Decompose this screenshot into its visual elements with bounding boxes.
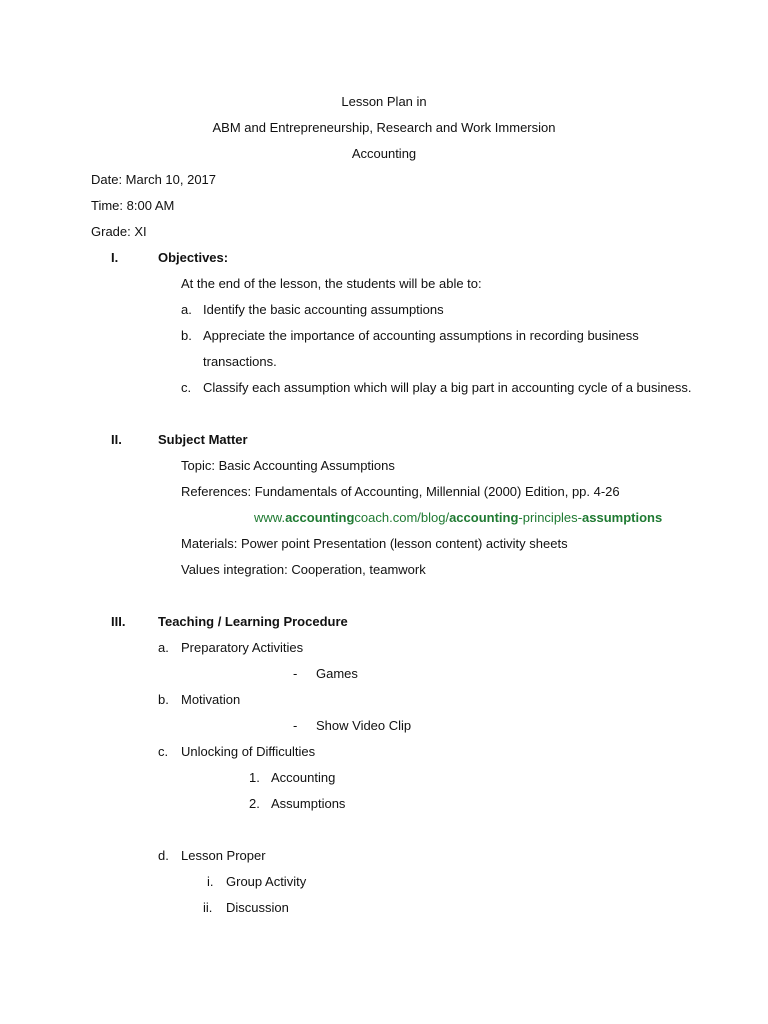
roman-item: Group Activity bbox=[226, 874, 307, 889]
procedure-item-label: Motivation bbox=[181, 692, 241, 707]
values-line: Values integration: Cooperation, teamwork bbox=[181, 562, 426, 577]
numbered-marker: 2. bbox=[249, 796, 260, 811]
reference-url-link[interactable] bbox=[254, 510, 662, 526]
url-part-bold: accounting bbox=[285, 510, 355, 525]
objective-marker: a. bbox=[181, 302, 192, 317]
procedure-marker: b. bbox=[158, 692, 169, 707]
materials-line: Materials: Power point Presentation (lesson content) activity sheets bbox=[181, 536, 568, 551]
section-numeral-objectives: I. bbox=[111, 250, 119, 265]
objective-marker: b. bbox=[181, 328, 192, 343]
roman-item: Discussion bbox=[226, 900, 289, 915]
references-line: References: Fundamentals of Accounting, Millennial (2000) Edition, pp. 4-26 bbox=[181, 484, 620, 499]
procedure-item-label: Preparatory Activities bbox=[181, 640, 304, 655]
procedure-item-label: Lesson Proper bbox=[181, 848, 266, 863]
section-heading-procedure: Teaching / Learning Procedure bbox=[158, 614, 348, 629]
procedure-marker: c. bbox=[158, 744, 169, 759]
doc-title-line3: Accounting bbox=[351, 146, 417, 161]
url-part: coach.com/blog/ bbox=[354, 510, 450, 525]
roman-marker: ii. bbox=[203, 900, 213, 915]
procedure-subitem: Show Video Clip bbox=[316, 718, 412, 733]
section-heading-subject-matter: Subject Matter bbox=[158, 432, 248, 447]
objective-text-continued: transactions. bbox=[203, 354, 277, 369]
objective-text: Classify each assumption which will play a big part in accounting cycle of a business. bbox=[203, 380, 692, 395]
objective-marker: c. bbox=[181, 380, 192, 395]
grade-line: Grade: XI bbox=[91, 224, 147, 239]
doc-title-line2: ABM and Entrepreneurship, Research and Work Immersion bbox=[212, 120, 556, 135]
numbered-item: Assumptions bbox=[271, 796, 346, 811]
section-numeral-procedure: III. bbox=[111, 614, 126, 629]
url-part-bold: accounting bbox=[449, 510, 519, 525]
procedure-subitem: Games bbox=[316, 666, 358, 681]
roman-marker: i. bbox=[207, 874, 214, 889]
url-part: www. bbox=[254, 510, 286, 525]
dash-marker: - bbox=[293, 666, 298, 681]
section-numeral-subject-matter: II. bbox=[111, 432, 122, 447]
url-part-bold: assumptions bbox=[582, 510, 663, 525]
dash-marker: - bbox=[293, 718, 298, 733]
doc-title-line1: Lesson Plan in bbox=[341, 94, 427, 109]
numbered-item: Accounting bbox=[271, 770, 336, 785]
date-line: Date: March 10, 2017 bbox=[91, 172, 217, 187]
procedure-marker: a. bbox=[158, 640, 169, 655]
numbered-marker: 1. bbox=[249, 770, 260, 785]
section-heading-objectives: Objectives: bbox=[158, 250, 229, 265]
time-line: Time: 8:00 AM bbox=[91, 198, 175, 213]
procedure-marker: d. bbox=[158, 848, 169, 863]
objectives-intro: At the end of the lesson, the students will be able to: bbox=[181, 276, 482, 291]
objective-text: Identify the basic accounting assumptions bbox=[203, 302, 444, 317]
procedure-item-label: Unlocking of Difficulties bbox=[181, 744, 316, 759]
topic-line: Topic: Basic Accounting Assumptions bbox=[181, 458, 395, 473]
url-part: -principles- bbox=[518, 510, 582, 525]
objective-text: Appreciate the importance of accounting assumptions in recording business bbox=[203, 328, 639, 343]
